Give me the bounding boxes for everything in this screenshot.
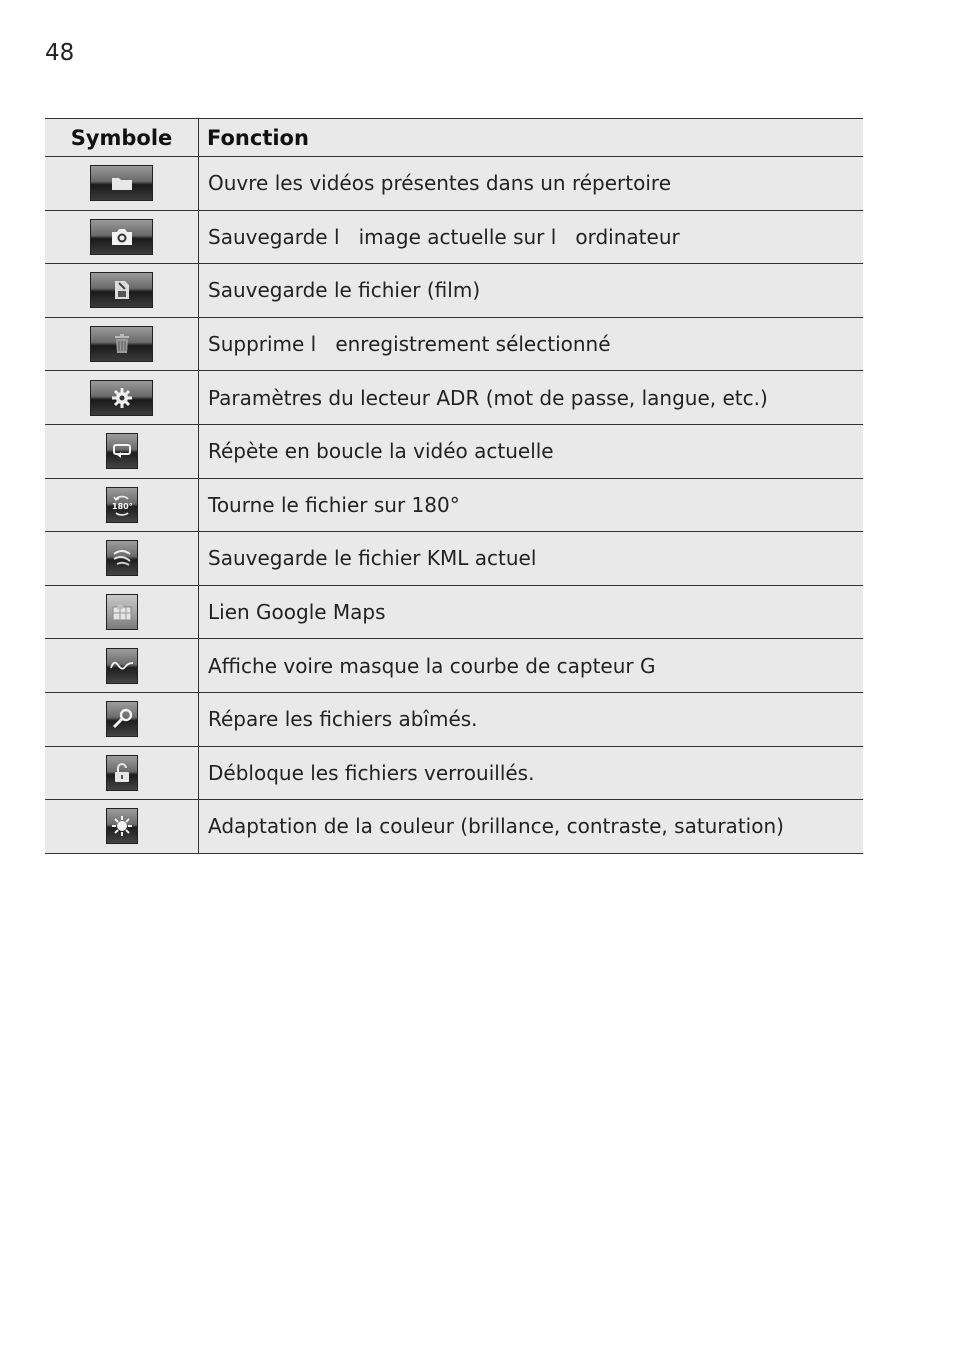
table-row bbox=[45, 424, 863, 478]
function-text: Paramètres du lecteur ADR (mot de passe, langue, etc.) bbox=[199, 371, 864, 425]
kml-save-icon bbox=[106, 540, 138, 576]
symbol-function-table bbox=[45, 118, 863, 854]
google-maps-icon bbox=[106, 594, 138, 630]
function-text: Ouvre les vidéos présentes dans un répertoire bbox=[199, 157, 864, 211]
symbol-cell bbox=[45, 585, 199, 639]
repair-icon bbox=[106, 701, 138, 737]
function-text: Supprime l enregistrement sélectionné bbox=[199, 317, 864, 371]
symbol-cell bbox=[45, 692, 199, 746]
function-text: Sauvegarde le fichier KML actuel bbox=[199, 532, 864, 586]
symbol-cell bbox=[45, 800, 199, 854]
symbol-cell bbox=[45, 746, 199, 800]
symbol-cell bbox=[45, 478, 199, 532]
symbol-cell bbox=[45, 264, 199, 318]
table-row bbox=[45, 157, 863, 211]
table-row bbox=[45, 317, 863, 371]
table-row bbox=[45, 585, 863, 639]
symbol-cell bbox=[45, 532, 199, 586]
function-text: Répare les fichiers abîmés. bbox=[199, 692, 864, 746]
symbol-cell bbox=[45, 371, 199, 425]
function-text: Lien Google Maps bbox=[199, 585, 864, 639]
gear-icon bbox=[90, 380, 153, 416]
function-text: Répète en boucle la vidéo actuelle bbox=[199, 424, 864, 478]
unlock-icon bbox=[106, 755, 138, 791]
function-text: Sauvegarde l image actuelle sur l ordinateur bbox=[199, 210, 864, 264]
function-text: Sauvegarde le fichier (film) bbox=[199, 264, 864, 318]
table-row bbox=[45, 746, 863, 800]
table-row bbox=[45, 800, 863, 854]
column-header-symbol: Symbole bbox=[45, 119, 199, 157]
symbol-cell bbox=[45, 210, 199, 264]
column-header-function: Fonction bbox=[199, 119, 864, 157]
symbol-cell bbox=[45, 317, 199, 371]
table-row bbox=[45, 639, 863, 693]
table-row bbox=[45, 478, 863, 532]
folder-icon bbox=[90, 165, 153, 201]
function-text: Tourne le fichier sur 180° bbox=[199, 478, 864, 532]
symbol-cell bbox=[45, 157, 199, 211]
table-row bbox=[45, 371, 863, 425]
function-text: Débloque les fichiers verrouillés. bbox=[199, 746, 864, 800]
rotate-180-icon bbox=[106, 487, 138, 523]
color-adjust-icon bbox=[106, 808, 138, 844]
svg-text:180°: 180° bbox=[111, 501, 133, 511]
symbol-cell bbox=[45, 424, 199, 478]
table-row bbox=[45, 264, 863, 318]
loop-icon bbox=[106, 433, 138, 469]
g-sensor-curve-icon bbox=[106, 648, 138, 684]
table-row bbox=[45, 692, 863, 746]
function-text: Affiche voire masque la courbe de capteur G bbox=[199, 639, 864, 693]
function-text: Adaptation de la couleur (brillance, contraste, saturation) bbox=[199, 800, 864, 854]
trash-icon bbox=[90, 326, 153, 362]
table-header-row bbox=[45, 119, 863, 157]
camera-icon bbox=[90, 219, 153, 255]
table-row bbox=[45, 210, 863, 264]
page-number: 48 bbox=[45, 40, 75, 66]
symbol-cell bbox=[45, 639, 199, 693]
save-file-icon bbox=[90, 272, 153, 308]
table-row bbox=[45, 532, 863, 586]
